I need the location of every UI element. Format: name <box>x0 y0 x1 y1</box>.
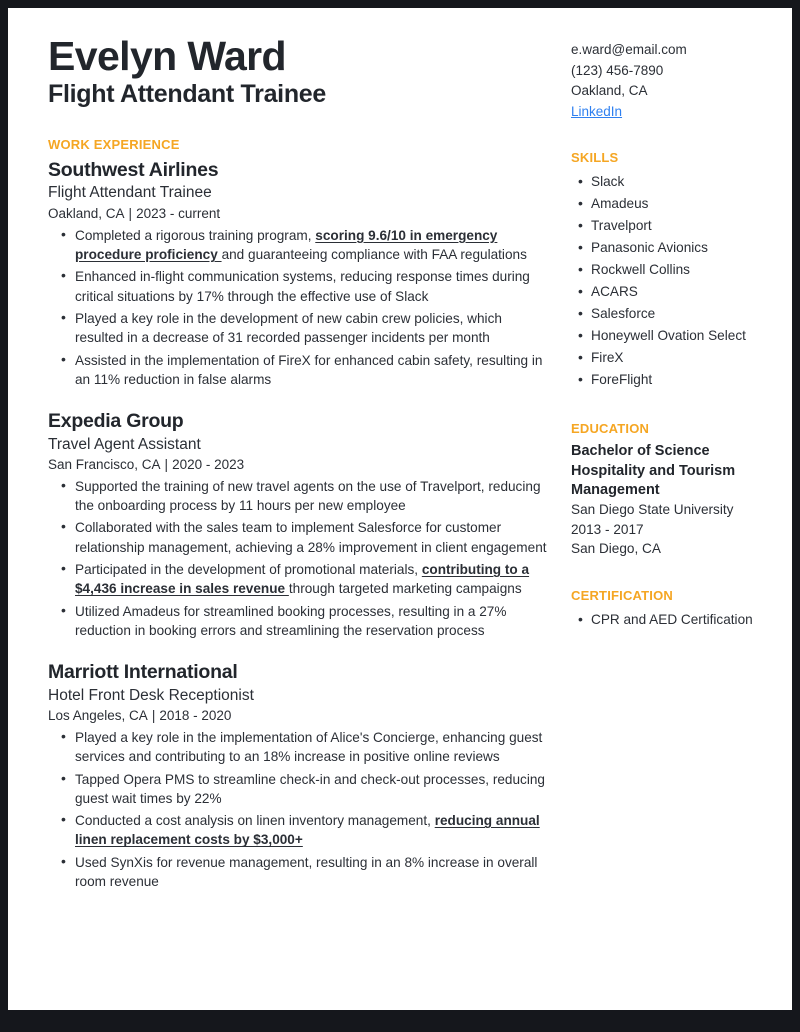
side-column <box>553 34 760 631</box>
job-role: Travel Agent Assistant <box>48 435 201 453</box>
skills-list <box>571 171 760 391</box>
job-meta-separator: | <box>128 205 133 221</box>
skill-item: • ForeFlight <box>591 369 760 391</box>
job-location: Oakland, CA <box>48 205 125 221</box>
bullet-text: Enhanced in-flight communication systems, reducing response times during critical situations by 17% through the effective use of Slack <box>75 269 530 304</box>
skill-item: • Slack <box>591 171 760 193</box>
job-location: San Francisco, CA <box>48 456 161 472</box>
contact-location: Oakland, CA <box>571 83 648 99</box>
bullet-text: Collaborated with the sales team to implement Salesforce for customer relationship management, achieving a 28% improvement in client engagement <box>75 520 547 555</box>
candidate-headline: Flight Attendant Trainee <box>48 80 326 109</box>
job-list <box>48 158 553 891</box>
job-bullet <box>75 811 553 850</box>
job-bullet-list <box>48 226 553 389</box>
job-bullet <box>75 518 553 557</box>
job-bullet <box>75 728 553 767</box>
bullet-text: Used SynXis for revenue management, resulting in an 8% increase in overall room revenue <box>75 854 538 890</box>
skill-item: • Panasonic Avionics <box>591 237 760 259</box>
job-dates: 2018 - 2020 <box>159 707 232 723</box>
job-bullet <box>75 477 553 516</box>
education-location: San Diego, CA <box>571 541 661 557</box>
bullet-text: Played a key role in the implementation of Alice's Concierge, enhancing guest services and contributing to an 18% increase in positive online reviews <box>75 729 543 765</box>
skill-item: • Salesforce <box>591 303 760 325</box>
job-bullet <box>75 309 553 348</box>
contact-phone[interactable]: (123) 456-7890 <box>571 62 664 78</box>
resume-page <box>8 8 792 1010</box>
bullet-text: Utilized Amadeus for streamlined booking processes, resulting in a 27% reduction in booking errors and streamlining the reservation process <box>75 603 507 638</box>
certification-heading: CERTIFICATION <box>571 588 674 604</box>
bullet-text: Tapped Opera PMS to streamline check-in and check-out processes, reducing guest wait times by 22% <box>75 771 545 806</box>
bullet-highlight: scoring 9.6/10 in emergency procedure proficiency <box>75 227 498 263</box>
education-section <box>571 421 760 558</box>
job-bullet <box>75 602 553 641</box>
job-dates: 2020 - 2023 <box>172 456 245 472</box>
bullet-text: through targeted marketing campaigns <box>288 581 522 597</box>
skill-item: • Amadeus <box>591 193 760 215</box>
job-bullet <box>75 770 553 809</box>
job-meta-separator: | <box>164 456 169 472</box>
skill-item: • ACARS <box>591 281 760 303</box>
job-role: Flight Attendant Trainee <box>48 184 212 202</box>
job-bullet <box>75 226 553 265</box>
bullet-text: and guaranteeing compliance with FAA regulations <box>221 247 527 263</box>
job-bullet <box>75 853 553 892</box>
resume-layout <box>48 34 760 891</box>
skill-item: • Travelport <box>591 215 760 237</box>
bullet-highlight: contributing to a $4,436 increase in sales revenue <box>75 562 530 597</box>
work-experience-heading: WORK EXPERIENCE <box>48 137 180 153</box>
skills-heading: SKILLS <box>571 150 619 166</box>
bullet-text: Played a key role in the development of new cabin crew policies, which resulted in a decrease of 31 recorded passenger incidents per month <box>75 310 502 346</box>
contact-email[interactable]: e.ward@email.com <box>571 42 687 57</box>
certification-list <box>571 609 760 631</box>
skills-section <box>571 150 760 391</box>
bullet-text: Supported the training of new travel agents on the use of Travelport, reducing the onboarding process by 11 hours per new employee <box>75 478 541 514</box>
certification-section <box>571 588 760 631</box>
education-school: San Diego State University <box>571 502 734 518</box>
job-bullet-list <box>48 728 553 891</box>
job-company: Expedia Group <box>48 410 184 433</box>
skill-item: • Honeywell Ovation Select <box>591 325 760 347</box>
bullet-highlight: reducing annual linen replacement costs by $3,000+ <box>75 813 540 848</box>
job-entry <box>48 158 553 389</box>
skill-item: • FireX <box>591 347 760 369</box>
contact-block <box>571 40 760 122</box>
job-bullet <box>75 267 553 306</box>
bullet-text: Completed a rigorous training program, <box>75 227 316 243</box>
job-meta <box>48 707 553 725</box>
job-meta <box>48 205 553 223</box>
certification-item: • CPR and AED Certification <box>591 609 760 631</box>
bullet-text: Participated in the development of promotional materials, <box>75 562 422 578</box>
job-role: Hotel Front Desk Receptionist <box>48 686 254 704</box>
job-company: Marriott International <box>48 661 238 684</box>
job-entry <box>48 409 553 640</box>
education-dates: 2013 - 2017 <box>571 521 644 537</box>
job-bullet-list <box>48 477 553 640</box>
job-dates: 2023 - current <box>136 205 221 221</box>
job-location: Los Angeles, CA <box>48 707 148 723</box>
job-company: Southwest Airlines <box>48 159 219 182</box>
resume-header <box>48 34 553 109</box>
bullet-text: Conducted a cost analysis on linen inventory management, <box>75 813 435 829</box>
candidate-name: Evelyn Ward <box>48 33 286 79</box>
education-degree: Bachelor of Science Hospitality and Tourism Management <box>571 443 736 499</box>
main-column <box>48 34 553 891</box>
job-meta <box>48 456 553 474</box>
work-experience-section <box>48 137 553 891</box>
linkedin-link[interactable]: LinkedIn <box>571 103 623 119</box>
skill-item: • Rockwell Collins <box>591 259 760 281</box>
job-meta-separator: | <box>151 707 156 723</box>
job-entry <box>48 660 553 891</box>
education-heading: EDUCATION <box>571 421 650 437</box>
job-bullet <box>75 351 553 390</box>
bullet-text: Assisted in the implementation of FireX for enhanced cabin safety, resulting in an 11% reduction in false alarms <box>75 352 543 387</box>
job-bullet <box>75 560 553 599</box>
